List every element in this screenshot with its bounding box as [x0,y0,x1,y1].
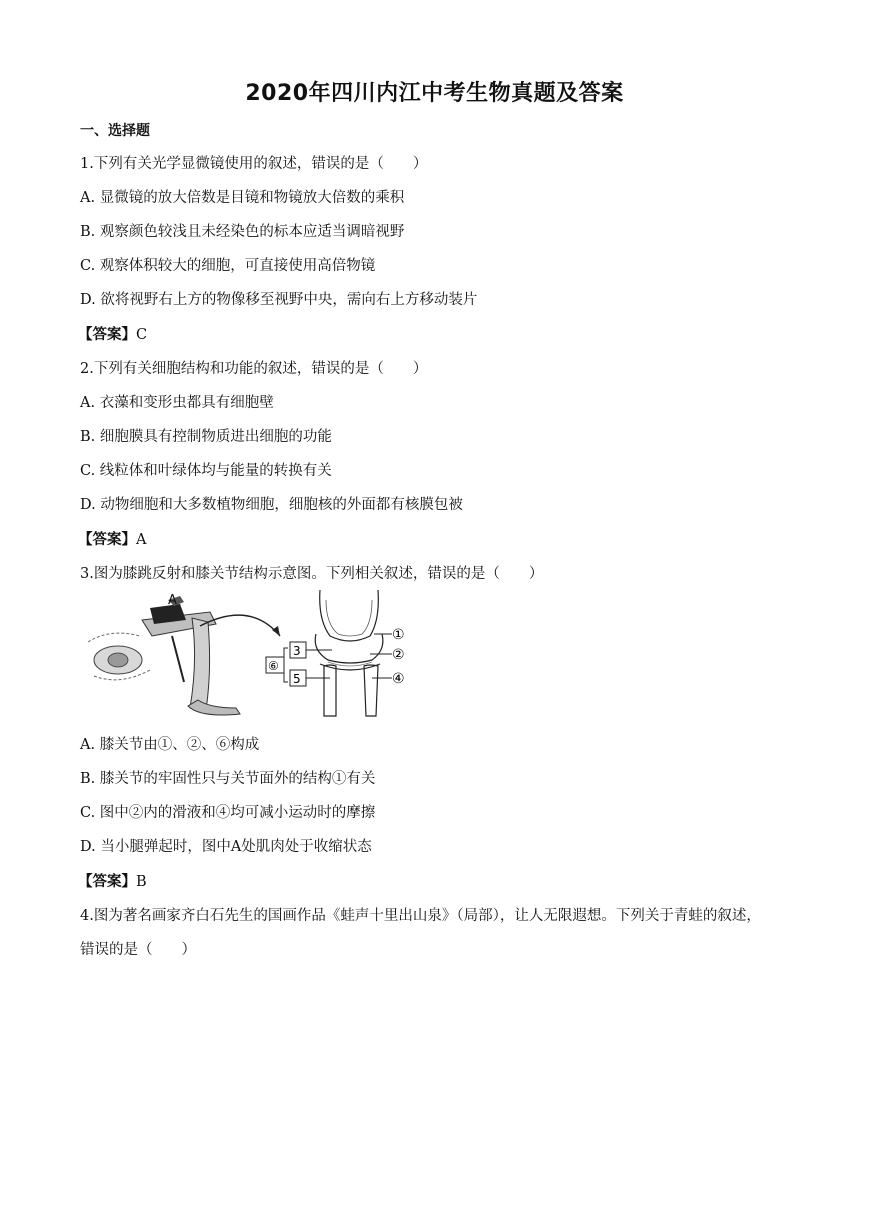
question-4-stem-line-2: 错误的是（ ） [80,942,196,958]
question-2-answer [78,528,146,549]
answer-value: A [136,532,147,548]
question-3-answer [78,870,147,891]
answer-label: 【答案】 [78,327,136,343]
spinal-cord-illustration [88,633,150,680]
question-2-option-b: B. 细胞膜具有控制物质进出细胞的功能 [80,429,332,445]
arrow-head-icon [272,626,280,636]
question-2-stem: 2.下列有关细胞结构和功能的叙述，错误的是（ ） [80,361,428,377]
knee-joint-illustration [315,590,383,716]
knee-reflex-figure [80,590,420,722]
question-1-option-b: B. 观察颜色较浅且未经染色的标本应适当调暗视野 [80,224,405,240]
question-2-option-c: C. 线粒体和叶绿体均与能量的转换有关 [80,463,332,479]
question-3-stem: 3.图为膝跳反射和膝关节结构示意图。下列相关叙述，错误的是（ ） [80,566,544,582]
figure-label-5: 5 [293,672,301,686]
question-1-stem: 1.下列有关光学显微镜使用的叙述，错误的是（ ） [80,156,428,172]
section-heading: 一、选择题 [80,123,150,139]
question-3-option-d: D. 当小腿弹起时，图中A处肌肉处于收缩状态 [80,839,372,855]
question-3-option-b: B. 膝关节的牢固性只与关节面外的结构①有关 [80,771,376,787]
answer-label: 【答案】 [78,532,136,548]
question-2-option-a: A. 衣藻和变形虫都具有细胞壁 [80,395,274,411]
question-2-option-d: D. 动物细胞和大多数植物细胞，细胞核的外面都有核膜包被 [80,497,463,513]
page-title: 2020年四川内江中考生物真题及答案 [245,81,624,106]
figure-label-6: ⑥ [268,659,279,673]
answer-value: B [136,874,147,890]
question-1-option-d: D. 欲将视野右上方的物像移至视野中央，需向右上方移动装片 [80,292,478,308]
answer-label: 【答案】 [78,874,136,890]
leg-illustration [142,596,240,715]
question-1-answer [78,323,147,344]
figure-label-4: ④ [392,671,405,687]
figure-label-3: 3 [293,644,301,658]
question-1-option-c: C. 观察体积较大的细胞，可直接使用高倍物镜 [80,258,376,274]
figure-label-1: ① [392,627,405,643]
answer-value: C [136,327,148,343]
question-3-option-c: C. 图中②内的滑液和④均可减小运动时的摩擦 [80,805,376,821]
question-1-option-a: A. 显微镜的放大倍数是目镜和物镜放大倍数的乘积 [80,190,405,206]
figure-label-a: A [168,593,177,608]
question-4-stem-line-1: 4.图为著名画家齐白石先生的国画作品《蛙声十里出山泉》（局部），让人无限遐想。下列关于青蛙的叙述， [80,908,761,924]
question-3-option-a: A. 膝关节由①、②、⑥构成 [80,737,260,753]
figure-label-2: ② [392,647,405,663]
